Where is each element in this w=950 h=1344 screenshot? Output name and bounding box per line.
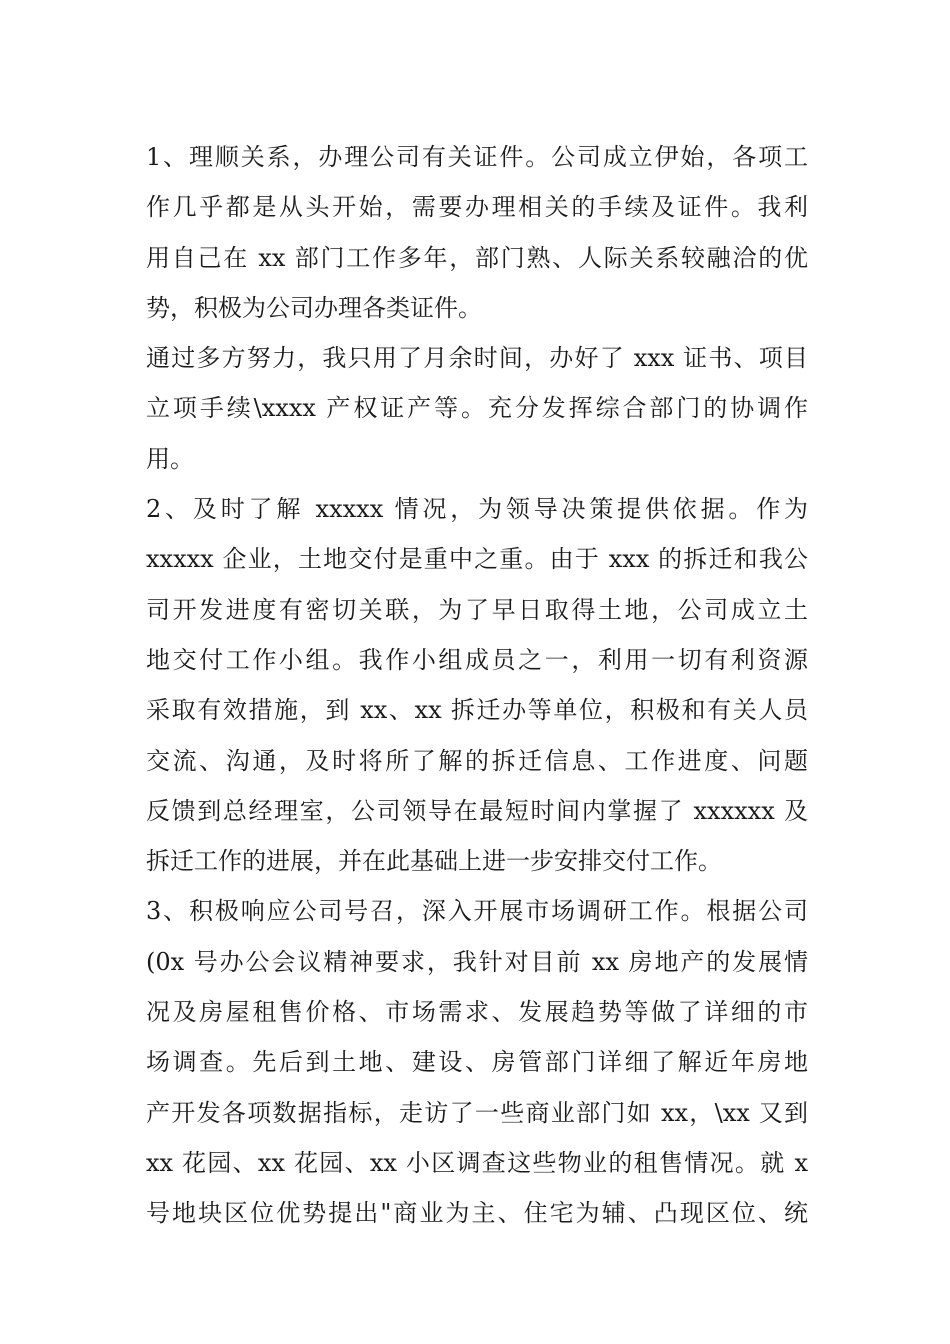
text-line: 产开发各项数据指标，走访了一些商业部门如 xx，\xx 又到 xyxy=(146,1098,808,1127)
text-line: 3、积极响应公司号召，深入开展市场调研工作。根据公司 xyxy=(146,897,808,926)
text-line: 号地块区位优势提出"商业为主、住宅为辅、凸现区位、统 xyxy=(146,1199,808,1228)
body-text xyxy=(146,132,808,1239)
text-line: 况及房屋租售价格、市场需求、发展趋势等做了详细的市 xyxy=(146,998,808,1027)
text-line: 拆迁工作的进展，并在此基础上进一步安排交付工作。 xyxy=(146,847,722,876)
text-line: 通过多方努力，我只用了月余时间，办好了 xxx 证书、项目 xyxy=(146,344,808,373)
text-line: 作几乎都是从头开始，需要办理相关的手续及证件。我利 xyxy=(146,193,808,222)
text-line: (0x 号办公会议精神要求，我针对目前 xx 房地产的发展情 xyxy=(146,947,808,976)
text-line: 场调查。先后到土地、建设、房管部门详细了解近年房地 xyxy=(146,1048,808,1077)
text-line: 采取有效措施，到 xx、xx 拆迁办等单位，积极和有关人员 xyxy=(146,696,808,725)
text-line: 用自己在 xx 部门工作多年，部门熟、人际关系较融洽的优 xyxy=(146,243,808,272)
text-line: 1、理顺关系，办理公司有关证件。公司成立伊始，各项工 xyxy=(146,143,808,171)
text-line: 2、及时了解 xxxxx 情况，为领导决策提供依据。作为 xyxy=(146,495,808,524)
text-line: 地交付工作小组。我作小组成员之一，利用一切有利资源 xyxy=(146,645,808,674)
text-line: 交流、沟通，及时将所了解的拆迁信息、工作进度、问题 xyxy=(146,746,808,775)
text-line: 立项手续\xxxx 产权证产等。充分发挥综合部门的协调作 xyxy=(146,394,808,423)
text-line: 反馈到总经理室，公司领导在最短时间内掌握了 xxxxxx 及 xyxy=(146,796,808,825)
text-line: 司开发进度有密切关联，为了早日取得土地，公司成立土 xyxy=(146,595,808,624)
text-line: 势，积极为公司办理各类证件。 xyxy=(146,293,482,322)
text-line: xx 花园、xx 花园、xx 小区调查这些物业的租售情况。就 x xyxy=(146,1148,808,1177)
text-line: 用。 xyxy=(146,444,194,473)
text-line: xxxxx 企业，土地交付是重中之重。由于 xxx 的拆迁和我公 xyxy=(146,545,808,574)
